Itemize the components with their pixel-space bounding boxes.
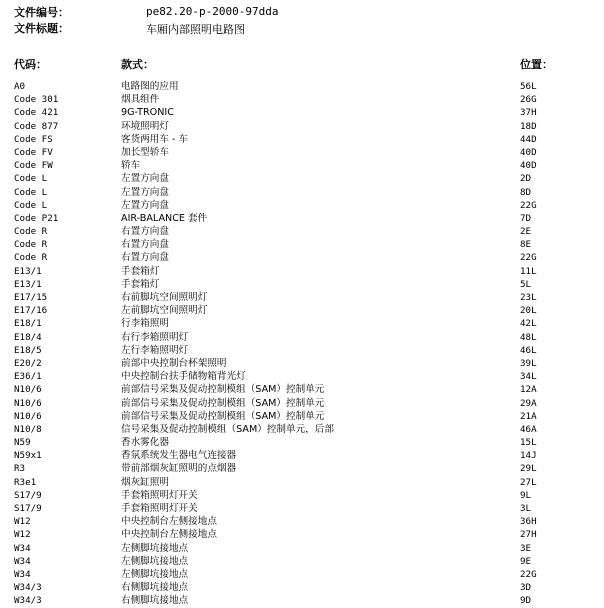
row-position: 20L — [520, 305, 537, 317]
table-row — [0, 238, 604, 251]
row-description: 前部信号采集及促动控制模组（SAM）控制单元 — [121, 384, 325, 396]
table-row — [0, 397, 604, 410]
table-row — [0, 159, 604, 172]
row-position: 40D — [520, 160, 537, 172]
table-row — [0, 423, 604, 436]
row-position: 56L — [520, 81, 537, 92]
row-description: 行李箱照明 — [121, 318, 169, 330]
row-description: 香氛系统发生器电气连接器 — [121, 450, 237, 462]
row-position: 22G — [520, 252, 537, 264]
table-row — [0, 462, 604, 475]
row-description: 轿车 — [121, 160, 141, 172]
row-position: 22G — [520, 568, 537, 580]
row-description: 右置方向盘 — [121, 252, 169, 264]
table-row — [0, 93, 604, 106]
row-position: 48L — [520, 331, 537, 343]
table-row — [0, 106, 604, 119]
row-code: N59 — [14, 437, 31, 449]
row-description: 环境照明灯 — [121, 120, 169, 132]
row-code: Code 877 — [14, 120, 59, 132]
table-row — [0, 476, 604, 489]
row-position: 27H — [520, 529, 537, 541]
row-code: E17/15 — [14, 292, 48, 303]
doc-number-value: pe82.20-p-2000-97dda — [146, 5, 279, 18]
row-position: 11L — [520, 265, 537, 277]
row-code: N10/6 — [14, 397, 42, 409]
row-code: N10/8 — [14, 423, 42, 435]
row-code: R3 — [14, 463, 26, 475]
table-row — [0, 542, 604, 555]
row-position: 9L — [520, 489, 532, 501]
row-description: AIR-BALANCE 套件 — [121, 212, 208, 224]
row-code: N10/6 — [14, 384, 42, 396]
column-header-model: 款式： — [121, 59, 154, 71]
row-position: 2D — [520, 173, 532, 185]
row-code: Code L — [14, 186, 48, 198]
table-row — [0, 80, 604, 93]
table-row — [0, 436, 604, 449]
row-description: 9G-TRONIC — [121, 107, 174, 119]
table-row — [0, 212, 604, 225]
table-row — [0, 594, 604, 607]
row-position: 2E — [520, 226, 532, 238]
row-position: 18D — [520, 120, 537, 132]
row-description: 左前脚坑空间照明灯 — [121, 305, 208, 317]
row-code: S17/9 — [14, 503, 42, 514]
table-row — [0, 528, 604, 541]
table-row — [0, 199, 604, 212]
row-description: 烟具组件 — [121, 94, 160, 106]
row-code: Code P21 — [14, 212, 59, 224]
row-code: N59x1 — [14, 450, 42, 462]
row-description: 右置方向盘 — [121, 226, 169, 238]
table-row — [0, 515, 604, 528]
row-code: Code R — [14, 252, 48, 264]
row-code: E17/16 — [14, 305, 48, 317]
row-description: 手套箱照明灯开关 — [121, 503, 198, 514]
row-code: S17/9 — [14, 489, 42, 501]
row-code: Code L — [14, 199, 48, 211]
row-position: 9D — [520, 595, 532, 607]
doc-title-value: 车厢内部照明电路图 — [146, 23, 245, 36]
row-code: Code R — [14, 226, 48, 238]
row-code: E36/1 — [14, 371, 42, 383]
row-description: 客货两用车 - 车 — [121, 133, 189, 145]
table-row — [0, 555, 604, 568]
row-position: 3L — [520, 503, 532, 514]
table-row — [0, 370, 604, 383]
table-row — [0, 146, 604, 159]
row-code: W34/3 — [14, 582, 42, 594]
column-header-code: 代码： — [14, 59, 47, 71]
row-description: 右侧脚坑接地点 — [121, 582, 189, 594]
row-description: 左置方向盘 — [121, 173, 169, 185]
table-row — [0, 265, 604, 278]
table-row — [0, 410, 604, 423]
table-row — [0, 331, 604, 344]
row-description: 右侧脚坑接地点 — [121, 595, 189, 607]
table-row — [0, 489, 604, 502]
row-code: Code 301 — [14, 94, 59, 106]
row-position: 42L — [520, 318, 537, 330]
row-code: Code R — [14, 239, 48, 251]
row-position: 39L — [520, 357, 537, 369]
row-position: 27L — [520, 476, 537, 488]
row-position: 29A — [520, 397, 537, 409]
row-description: 右前脚坑空间照明灯 — [121, 292, 208, 303]
row-position: 44D — [520, 133, 537, 145]
table-row — [0, 225, 604, 238]
table-row — [0, 120, 604, 133]
row-position: 26G — [520, 94, 537, 106]
row-position: 29L — [520, 463, 537, 475]
row-description: 前部中央控制台杯架照明 — [121, 357, 227, 369]
row-description: 信号采集及促动控制模组（SAM）控制单元，后部 — [121, 423, 334, 435]
row-position: 3E — [520, 542, 532, 554]
row-code: E18/4 — [14, 331, 42, 343]
row-description: 左侧脚坑接地点 — [121, 555, 189, 567]
component-table — [0, 80, 604, 608]
table-row — [0, 251, 604, 264]
table-row — [0, 172, 604, 185]
row-code: W12 — [14, 516, 31, 528]
table-row — [0, 357, 604, 370]
row-position: 14J — [520, 450, 537, 462]
row-description: 右置方向盘 — [121, 239, 169, 251]
table-row — [0, 383, 604, 396]
row-description: 左侧脚坑接地点 — [121, 542, 189, 554]
table-row — [0, 317, 604, 330]
row-description: 带前部烟灰缸照明的点烟器 — [121, 463, 237, 475]
row-position: 5L — [520, 278, 532, 290]
row-code: W34 — [14, 568, 31, 580]
table-row — [0, 133, 604, 146]
table-row — [0, 304, 604, 317]
row-description: 香水雾化器 — [121, 437, 169, 449]
row-code: Code 421 — [14, 107, 59, 119]
table-row — [0, 581, 604, 594]
row-position: 9E — [520, 555, 532, 567]
row-position: 21A — [520, 410, 537, 422]
table-row — [0, 291, 604, 304]
row-code: R3e1 — [14, 476, 37, 488]
column-header-position: 位置： — [520, 59, 553, 71]
row-description: 前部信号采集及促动控制模组（SAM）控制单元 — [121, 410, 325, 422]
row-code: W34/3 — [14, 595, 42, 607]
row-code: N10/6 — [14, 410, 42, 422]
row-description: 前部信号采集及促动控制模组（SAM）控制单元 — [121, 397, 325, 409]
row-position: 34L — [520, 371, 537, 383]
row-description: 烟灰缸照明 — [121, 476, 169, 488]
row-position: 8D — [520, 186, 532, 198]
row-position: 37H — [520, 107, 537, 119]
row-code: E13/1 — [14, 265, 42, 277]
row-description: 左置方向盘 — [121, 186, 169, 198]
row-description: 手套箱灯 — [121, 265, 160, 277]
row-position: 8E — [520, 239, 532, 251]
table-row — [0, 568, 604, 581]
row-position: 22G — [520, 199, 537, 211]
row-code: Code FW — [14, 160, 53, 172]
table-row — [0, 278, 604, 291]
row-description: 手套箱灯 — [121, 278, 160, 290]
row-description: 右行李箱照明灯 — [121, 331, 189, 343]
row-code: Code FS — [14, 133, 53, 145]
row-position: 3D — [520, 582, 532, 594]
row-position: 40D — [520, 146, 537, 158]
row-code: A0 — [14, 81, 26, 92]
row-description: 中央控制台左侧接地点 — [121, 529, 217, 541]
table-row — [0, 449, 604, 462]
row-code: E20/2 — [14, 357, 42, 369]
row-description: 电路图的应用 — [121, 81, 179, 92]
row-position: 12A — [520, 384, 537, 396]
table-row — [0, 186, 604, 199]
table-row — [0, 502, 604, 515]
row-description: 左行李箱照明灯 — [121, 344, 189, 356]
row-description: 中央控制台扶手储物箱背光灯 — [121, 371, 246, 383]
row-description: 中央控制台左侧接地点 — [121, 516, 217, 528]
doc-title-label: 文件标题： — [14, 23, 69, 35]
row-description: 左置方向盘 — [121, 199, 169, 211]
row-code: E18/5 — [14, 344, 42, 356]
row-code: E13/1 — [14, 278, 42, 290]
row-code: E18/1 — [14, 318, 42, 330]
row-position: 46A — [520, 423, 537, 435]
row-position: 46L — [520, 344, 537, 356]
row-description: 加长型轿车 — [121, 146, 169, 158]
row-position: 36H — [520, 516, 537, 528]
row-position: 15L — [520, 437, 537, 449]
row-code: Code FV — [14, 146, 53, 158]
row-code: W34 — [14, 542, 31, 554]
table-row — [0, 344, 604, 357]
row-code: W12 — [14, 529, 31, 541]
row-position: 7D — [520, 212, 532, 224]
row-description: 左侧脚坑接地点 — [121, 568, 189, 580]
row-description: 手套箱照明灯开关 — [121, 489, 198, 501]
row-code: W34 — [14, 555, 31, 567]
row-position: 23L — [520, 292, 537, 303]
doc-number-label: 文件编号： — [14, 7, 69, 19]
row-code: Code L — [14, 173, 48, 185]
